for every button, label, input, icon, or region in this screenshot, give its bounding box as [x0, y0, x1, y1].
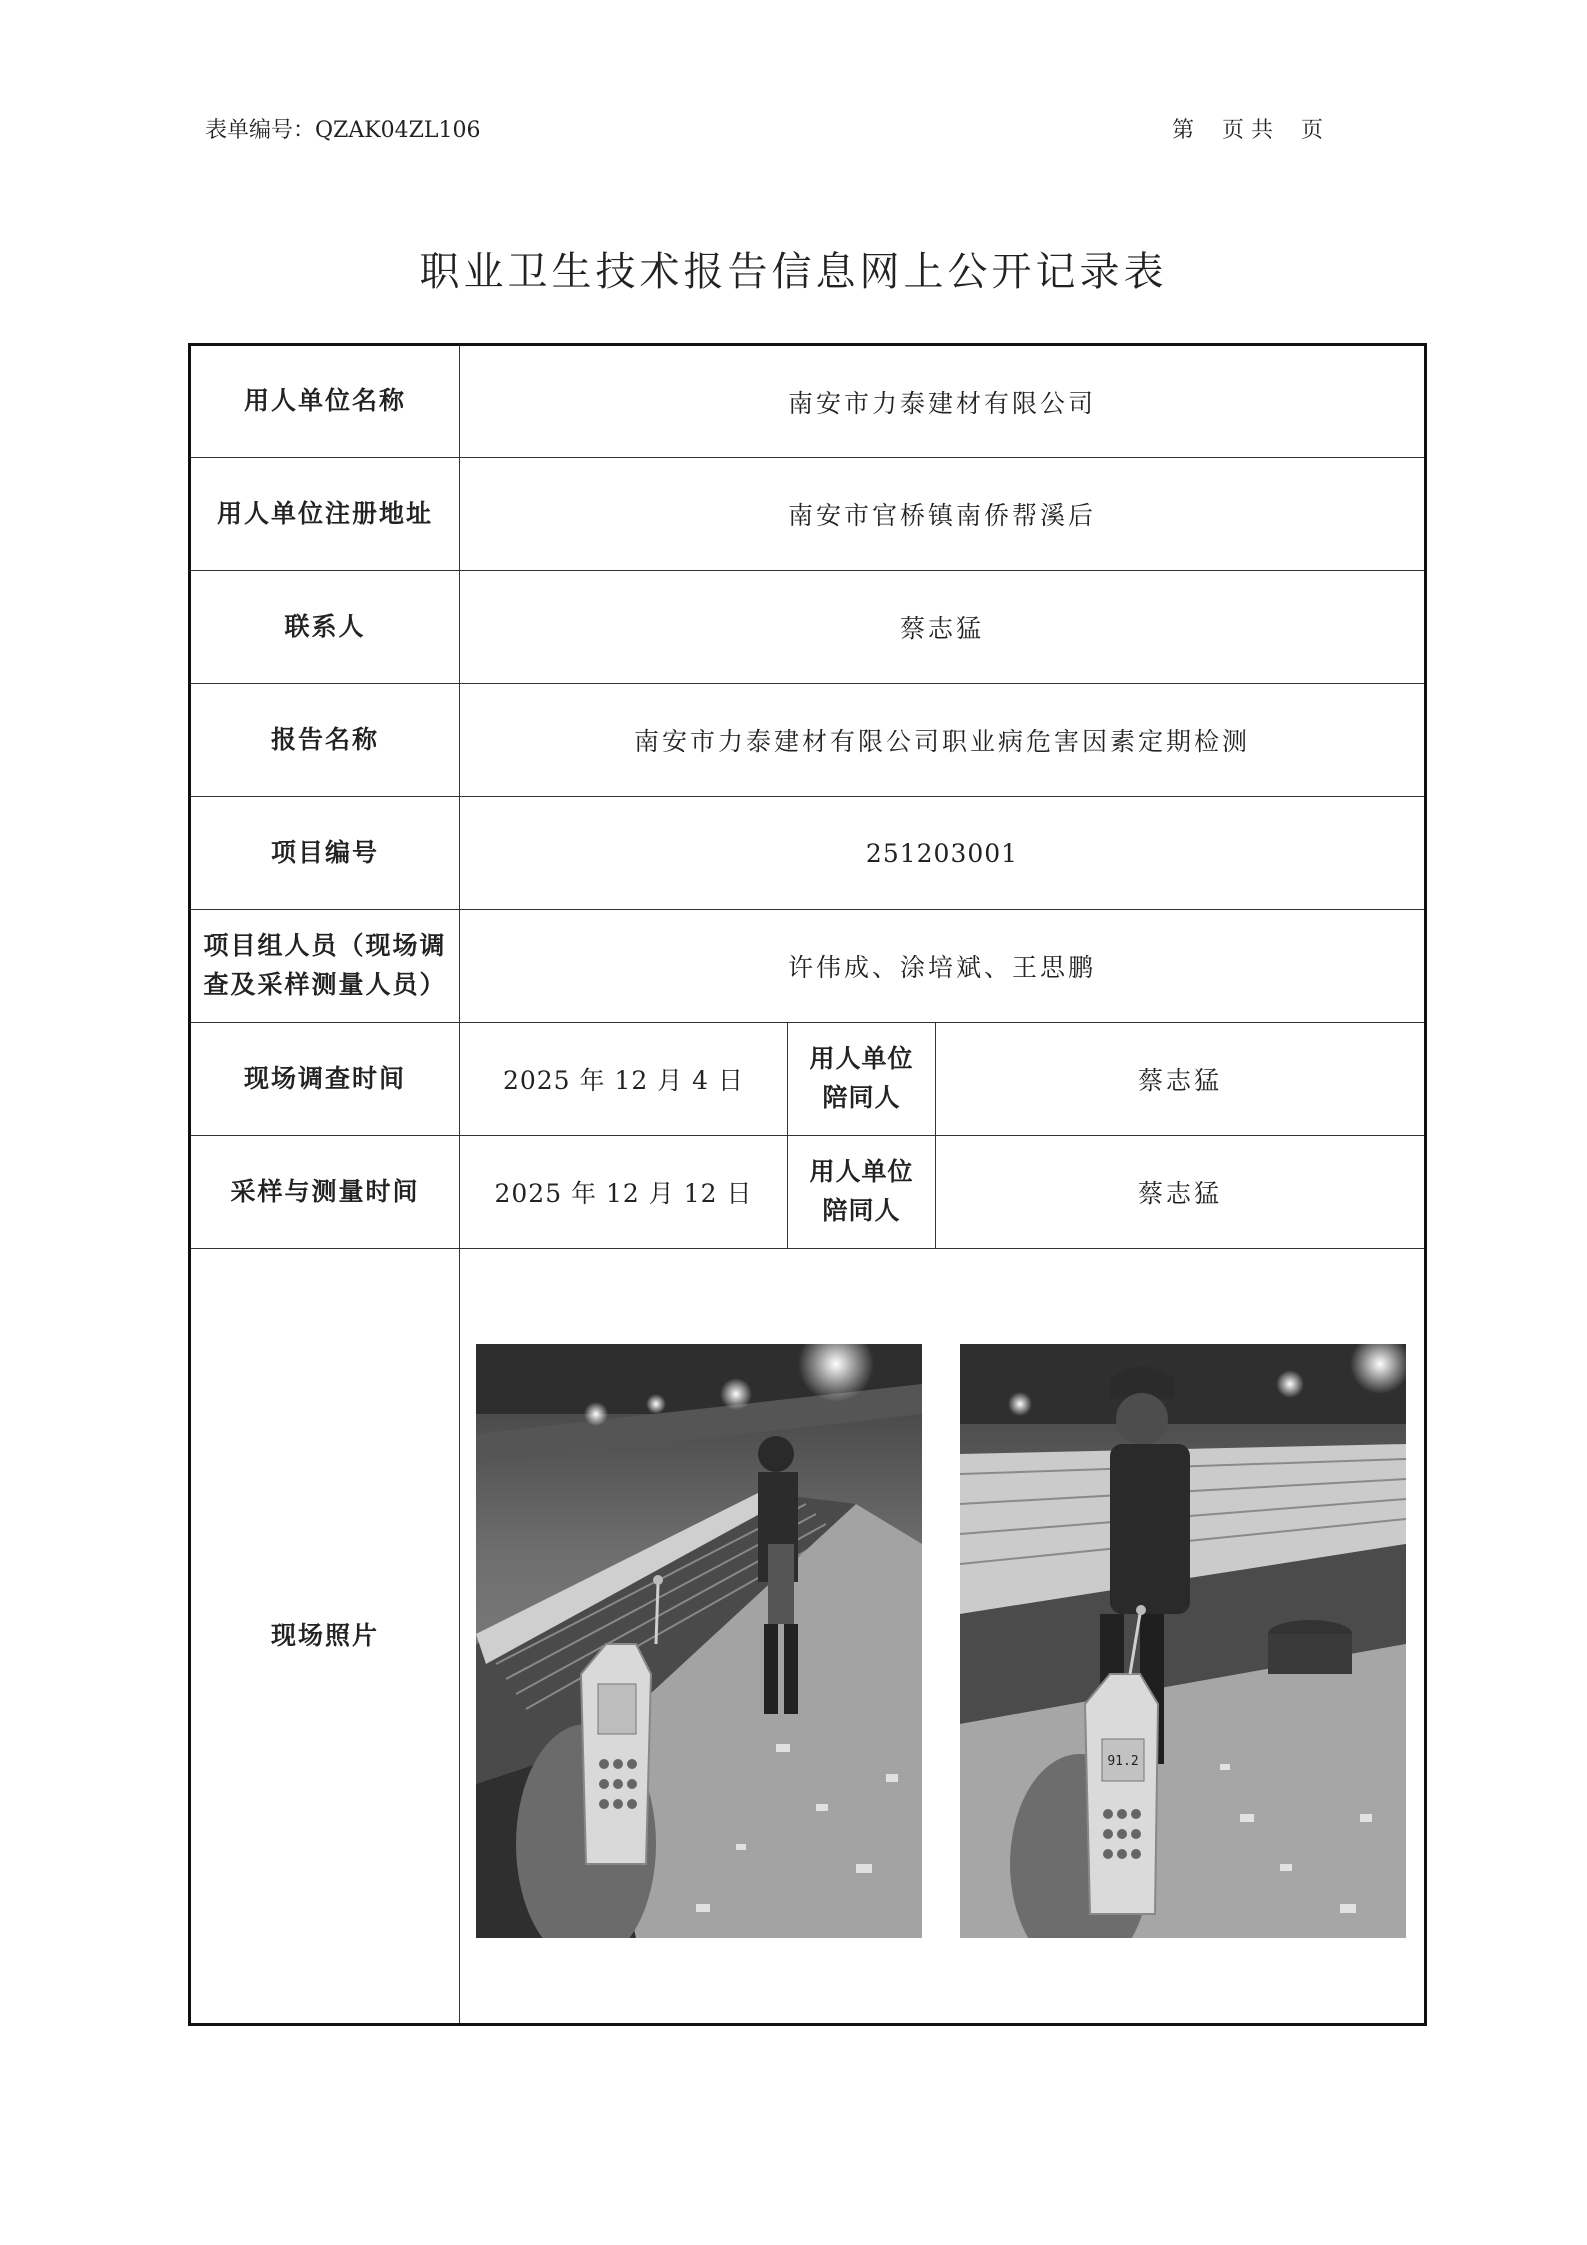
- sampling-time-value: 2025 年 12 月 12 日: [460, 1136, 788, 1249]
- employer-name-value: 南安市力泰建材有限公司: [460, 345, 1426, 458]
- employer-name-label: 用人单位名称: [190, 345, 460, 458]
- row-project-no: [190, 797, 1426, 910]
- photos-label: 现场照片: [190, 1249, 460, 2025]
- site-photo-2-image: [960, 1344, 1406, 1938]
- site-photo-2: [960, 1344, 1406, 1938]
- row-survey-time: [190, 1023, 1426, 1136]
- contact-value: 蔡志猛: [460, 571, 1426, 684]
- row-sampling-time: [190, 1136, 1426, 1249]
- row-report: [190, 684, 1426, 797]
- report-value: 南安市力泰建材有限公司职业病危害因素定期检测: [460, 684, 1426, 797]
- row-employer-name: [190, 345, 1426, 458]
- project-no-label: 项目编号: [190, 797, 460, 910]
- address-value: 南安市官桥镇南侨帮溪后: [460, 458, 1426, 571]
- sampling-time-label: 采样与测量时间: [190, 1136, 460, 1249]
- report-label: 报告名称: [190, 684, 460, 797]
- sampling-accompany-label: 用人单位陪同人: [788, 1136, 936, 1249]
- form-number: 表单编号：QZAK04ZL106: [205, 118, 481, 143]
- team-label: 项目组人员（现场调查及采样测量人员）: [190, 910, 460, 1023]
- address-label: 用人单位注册地址: [190, 458, 460, 571]
- survey-accompany-value: 蔡志猛: [936, 1023, 1426, 1136]
- site-photo-1-image: [476, 1344, 922, 1938]
- site-photo-1: [476, 1344, 922, 1938]
- team-value: 许伟成、涂培斌、王思鹏: [460, 910, 1426, 1023]
- meter-reading-2: 91.2: [1107, 1754, 1139, 1769]
- survey-time-value: 2025 年 12 月 4 日: [460, 1023, 788, 1136]
- row-address: [190, 458, 1426, 571]
- sampling-accompany-value: 蔡志猛: [936, 1136, 1426, 1249]
- project-no-value: 251203001: [460, 797, 1426, 910]
- page-title: 职业卫生技术报告信息网上公开记录表: [419, 249, 1168, 295]
- contact-label: 联系人: [190, 571, 460, 684]
- row-contact: [190, 571, 1426, 684]
- page-info: 第 页 共 页: [1172, 118, 1323, 143]
- survey-accompany-label: 用人单位陪同人: [788, 1023, 936, 1136]
- row-team: [190, 910, 1426, 1023]
- survey-time-label: 现场调查时间: [190, 1023, 460, 1136]
